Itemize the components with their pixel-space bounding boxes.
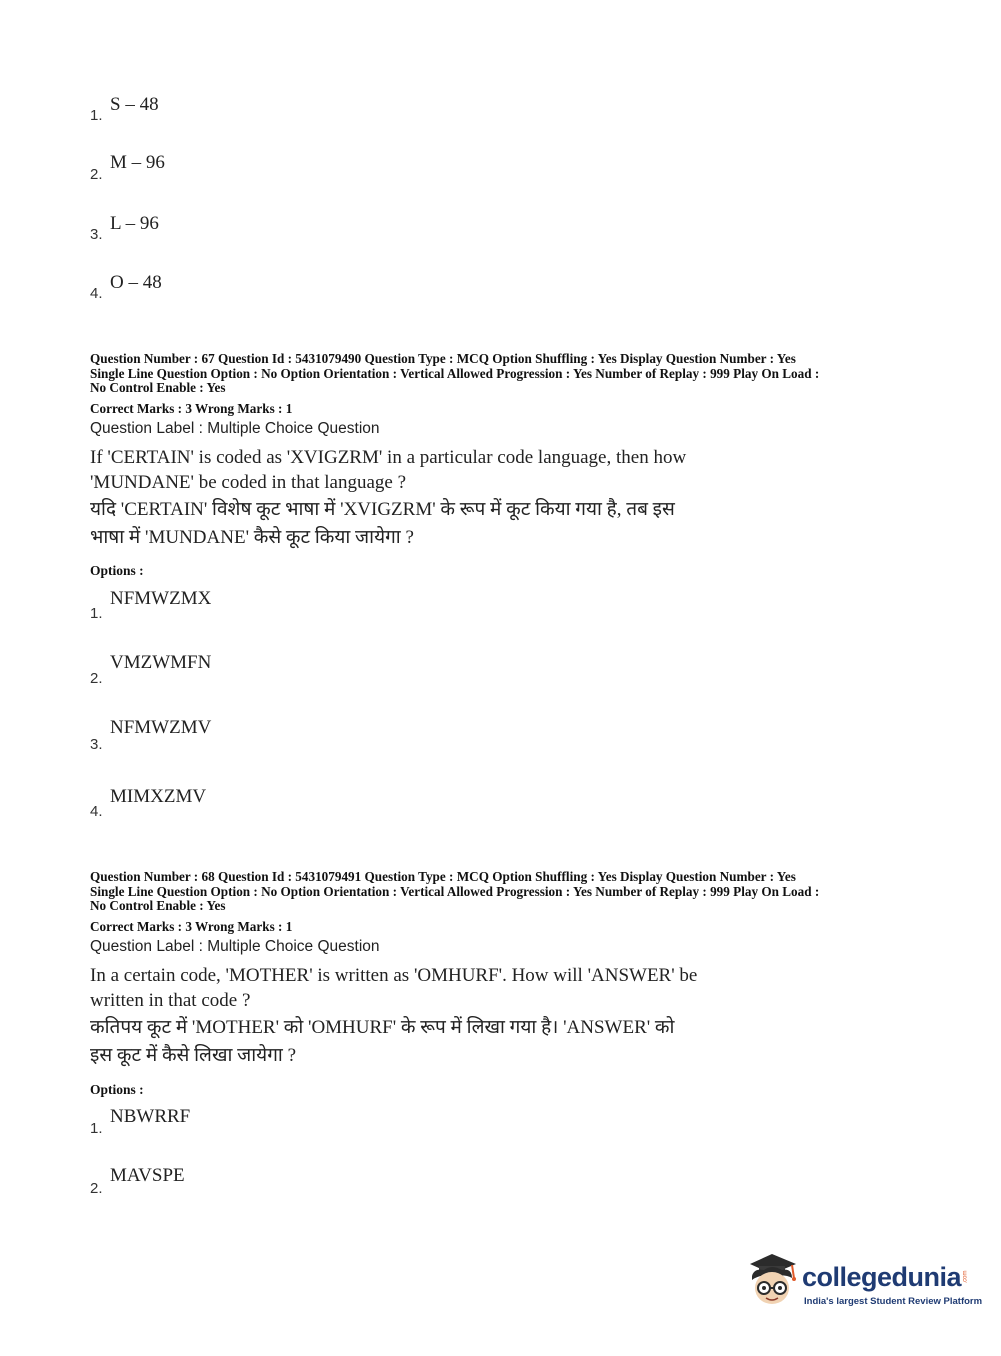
logo-tagline: India's largest Student Review Platform [804,1296,983,1307]
meta-line: Question Number : 68 Question Id : 5431079491 Question Type : MCQ Option Shuffling : Yes Display Question Number : Yes [90,869,796,884]
question-text-hindi: भाषा में 'MUNDANE' कैसे कूट किया जायेगा ? [90,527,414,548]
question-67-marks: Correct Marks : 3 Wrong Marks : 1 [90,401,293,416]
option-text: M – 96 [110,152,165,173]
option-text: O – 48 [110,272,162,293]
logo-wordmark: collegedunia [802,1262,962,1292]
option-text: NFMWZMV [110,717,212,738]
option-number: 4. [90,285,103,302]
question-68-label: Question Label : Multiple Choice Question [90,938,380,955]
option-text: MIMXZMV [110,786,207,807]
question-text-english: If 'CERTAIN' is coded as 'XVIGZRM' in a particular code language, then how [90,447,687,468]
question-text-english: 'MUNDANE' be coded in that language ? [90,472,407,493]
option-text: NFMWZMX [110,588,212,609]
question-68-marks: Correct Marks : 3 Wrong Marks : 1 [90,919,293,934]
collegedunia-logo[interactable] [742,1250,983,1320]
meta-line: Question Number : 67 Question Id : 5431079490 Question Type : MCQ Option Shuffling : Yes Display Question Number : Yes [90,351,796,366]
question-67-text [90,445,810,550]
question-67-label: Question Label : Multiple Choice Question [90,420,380,437]
meta-line: Single Line Question Option : No Option Orientation : Vertical Allowed Progression : Yes Number of Replay : 999 Play On Load : [90,883,820,899]
option-number: 1. [90,1120,103,1137]
mascot-icon [742,1250,802,1312]
option-text: MAVSPE [110,1165,185,1186]
meta-line: No Control Enable : Yes [90,380,226,395]
option-number: 2. [90,670,103,687]
option-number: 1. [90,107,103,124]
option-text: S – 48 [110,94,159,115]
option-number: 3. [90,736,103,753]
meta-line: Single Line Question Option : No Option Orientation : Vertical Allowed Progression : Yes Number of Replay : 999 Play On Load : [90,365,820,381]
question-text-hindi: कतिपय कूट में 'MOTHER' को 'OMHURF' के रूप में लिखा गया है। 'ANSWER' को [90,1017,675,1038]
question-text-hindi: इस कूट में कैसे लिखा जायेगा ? [90,1045,296,1066]
option-number: 1. [90,605,103,622]
option-number: 2. [90,1180,103,1197]
meta-line: No Control Enable : Yes [90,898,226,913]
logo-suffix: .com [962,1270,969,1284]
option-number: 4. [90,803,103,820]
question-text-hindi: यदि 'CERTAIN' विशेष कूट भाषा में 'XVIGZRM' के रूप में कूट किया गया है, तब इस [90,499,675,520]
question-68-options-heading: Options : [90,1082,144,1097]
option-text: VMZWMFN [110,652,212,673]
question-text-english: In a certain code, 'MOTHER' is written as 'OMHURF'. How will 'ANSWER' be [90,965,698,986]
question-67-meta [90,352,920,396]
question-68-meta [90,870,920,914]
option-text: L – 96 [110,213,159,234]
question-68-text [90,963,810,1068]
option-text: NBWRRF [110,1106,191,1127]
option-number: 3. [90,226,103,243]
question-text-english: written in that code ? [90,990,251,1011]
option-number: 2. [90,166,103,183]
question-67-options-heading: Options : [90,563,144,578]
